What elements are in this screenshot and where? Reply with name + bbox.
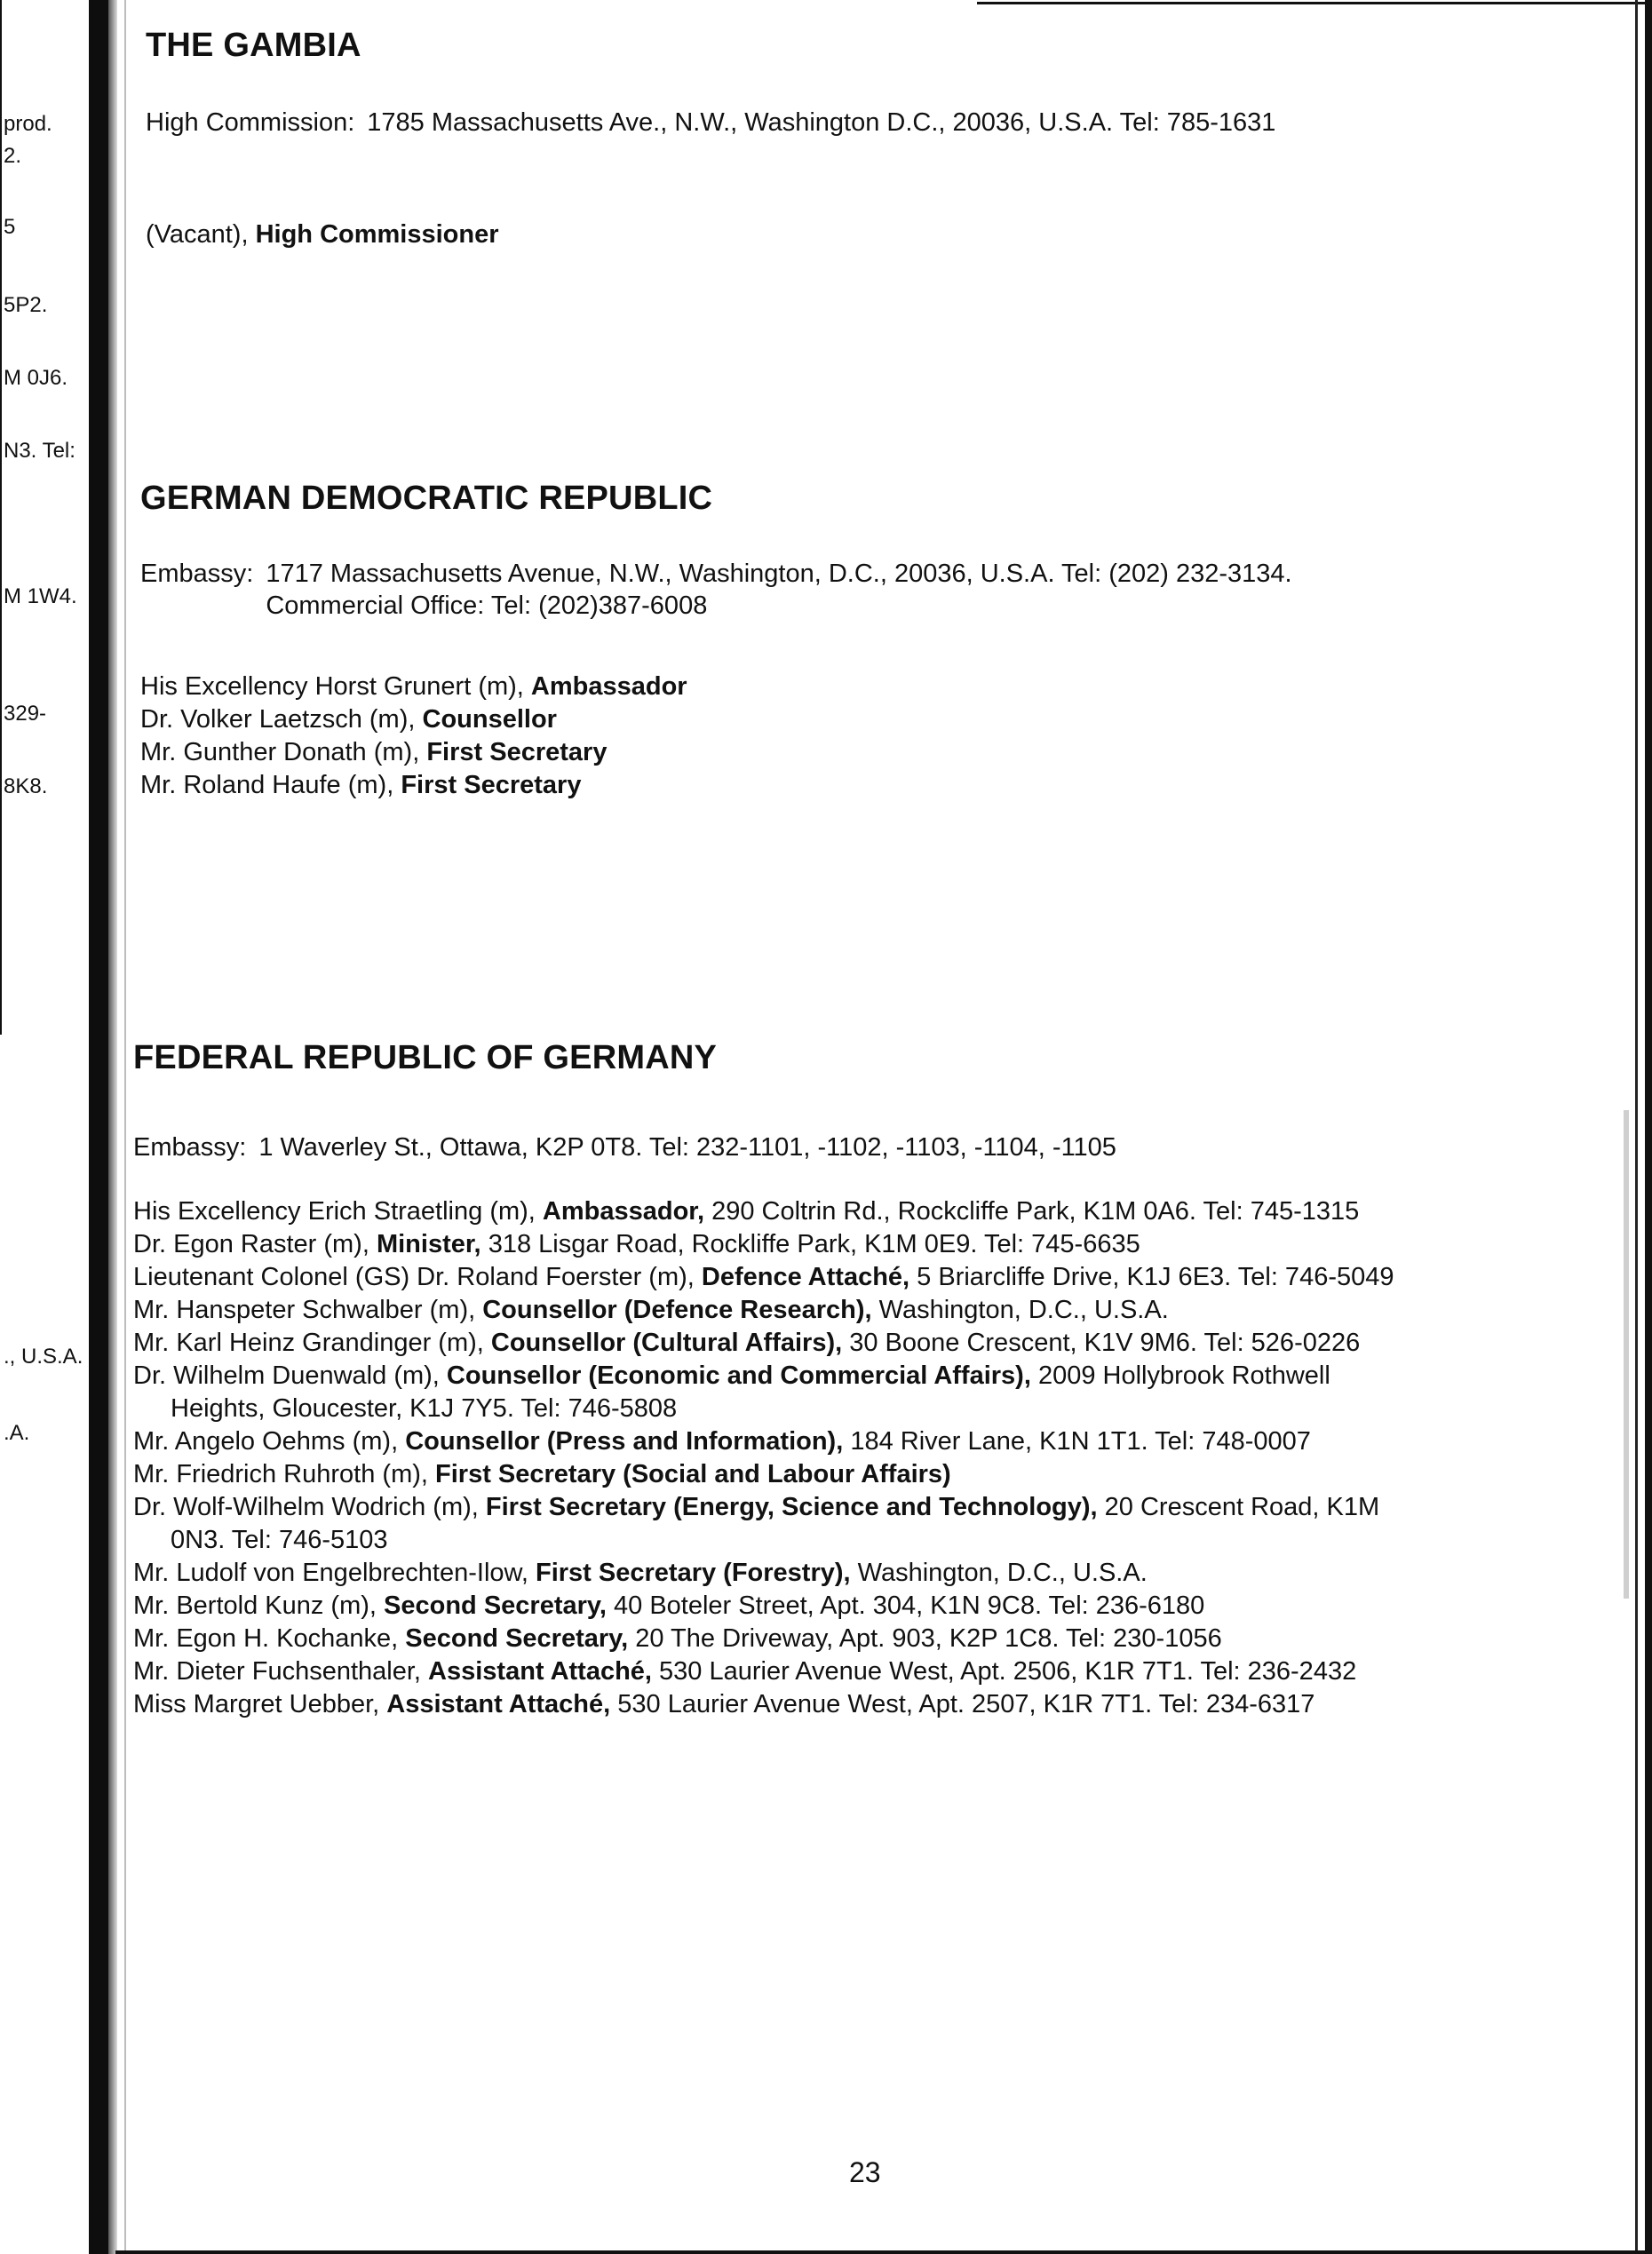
staff-entry: Mr. Karl Heinz Grandinger (m), Counsellor (Cultural Affairs), 30 Boone Crescent, K1V 9M6. Tel: 526-0226 [133,1329,1361,1357]
gambia-vacant-entry [146,220,499,250]
staff-entry: Mr. Gunther Donath (m), First Secretary [140,738,608,766]
staff-entry: Mr. Bertold Kunz (m), Second Secretary, 40 Boteler Street, Apt. 304, K1N 9C8. Tel: 236-6180 [133,1591,1205,1620]
staff-entry: His Excellency Erich Straetling (m), Ambassador, 290 Coltrin Rd., Rockcliffe Park, K1M 0A6. Tel: 745-1315 [133,1197,1360,1226]
address-label: Embassy: [133,1133,247,1162]
staff-entry: Mr. Roland Haufe (m), First Secretary [140,771,582,799]
staff-entry: Mr. Ludolf von Engelbrechten-Ilow, First Secretary (Forestry), Washington, D.C., U.S.A. [133,1559,1148,1587]
document-page [133,0,1590,2254]
section-heading-frg: FEDERAL REPUBLIC OF GERMANY [133,1039,718,1076]
binding-gradient [108,0,117,2254]
staff-entry: Mr. Angelo Oehms (m), Counsellor (Press and Information), 184 River Lane, K1N 1T1. Tel: 748-0007 [133,1427,1311,1456]
margin-fragment: 5P2. [4,293,48,317]
gdr-staff-list [140,671,1419,802]
frg-staff-list [133,1195,1394,1721]
gdr-address [140,558,1410,622]
staff-entry: Mr. Hanspeter Schwalber (m), Counsellor (Defence Research), Washington, D.C., U.S.A. [133,1296,1169,1324]
address-label: Embassy: [140,560,254,588]
address-text: 1717 Massachusetts Avenue, N.W., Washington, D.C., 20036, U.S.A. Tel: (202) 232-3134. Commercial Office: Tel: (202)387-6008 [266,560,1292,620]
binding-line [124,0,126,2254]
binding-shadow [89,0,108,2254]
address-label: High Commission: [146,108,355,137]
staff-entry: Dr. Wilhelm Duenwald (m), Counsellor (Economic and Commercial Affairs), 2009 Hollybrook Rothwell Heights, Gloucester, K1J 7Y5. Tel: 746-5808 [133,1361,1330,1423]
address-text: 1785 Massachusetts Ave., N.W., Washington D.C., 20036, U.S.A. Tel: 785-1631 [367,108,1276,137]
margin-fragment: 8K8. [4,774,48,798]
staff-entry: Miss Margret Uebber, Assistant Attaché, 530 Laurier Avenue West, Apt. 2507, K1R 7T1. Tel: 234-6317 [133,1690,1315,1718]
staff-entry: Dr. Wolf-Wilhelm Wodrich (m), First Secretary (Energy, Science and Technology), 20 Crescent Road, K1M 0N3. Tel: 746-5103 [133,1493,1380,1554]
scan-artifact [1624,1110,1629,1599]
frg-address [133,1131,1430,1163]
margin-fragment: M 0J6. [4,366,68,390]
left-page-edge [0,0,2,1035]
staff-entry: Dr. Volker Laetzsch (m), Counsellor [140,705,557,734]
margin-fragment: M 1W4. [4,584,77,608]
vacant-title: High Commissioner [255,220,499,249]
page-number: 23 [849,2156,881,2188]
margin-fragment: ., U.S.A. [4,1345,83,1369]
margin-fragment: 329- [4,702,47,726]
gambia-address [146,107,1407,139]
right-border [1645,0,1652,2254]
staff-entry: Mr. Dieter Fuchsenthaler, Assistant Attaché, 530 Laurier Avenue West, Apt. 2506, K1R 7T1. Tel: 236-2432 [133,1657,1357,1686]
section-heading-gambia: THE GAMBIA [146,27,361,64]
staff-entry: Lieutenant Colonel (GS) Dr. Roland Foerster (m), Defence Attaché, 5 Briarcliffe Drive, K1J 6E3. Tel: 746-5049 [133,1263,1394,1291]
section-heading-gdr: GERMAN DEMOCRATIC REPUBLIC [140,480,713,517]
margin-fragment: .A. [4,1421,30,1445]
staff-entry: Dr. Egon Raster (m), Minister, 318 Lisgar Road, Rockliffe Park, K1M 0E9. Tel: 745-6635 [133,1230,1140,1258]
staff-entry: His Excellency Horst Grunert (m), Ambassador [140,672,687,701]
margin-fragment: N3. Tel: [4,439,75,463]
margin-fragment: 2. [4,144,22,168]
staff-entry: Mr. Friedrich Ruhroth (m), First Secretary (Social and Labour Affairs) [133,1460,951,1488]
address-text: 1 Waverley St., Ottawa, K2P 0T8. Tel: 232-1101, -1102, -1103, -1104, -1105 [258,1133,1116,1162]
right-border-inner [1635,0,1638,2254]
staff-entry: Mr. Egon H. Kochanke, Second Secretary, 20 The Driveway, Apt. 903, K2P 1C8. Tel: 230-1056 [133,1624,1222,1653]
margin-fragment: prod. [4,112,52,136]
vacant-prefix: (Vacant), [146,220,249,249]
margin-fragment: 5 [4,215,16,239]
